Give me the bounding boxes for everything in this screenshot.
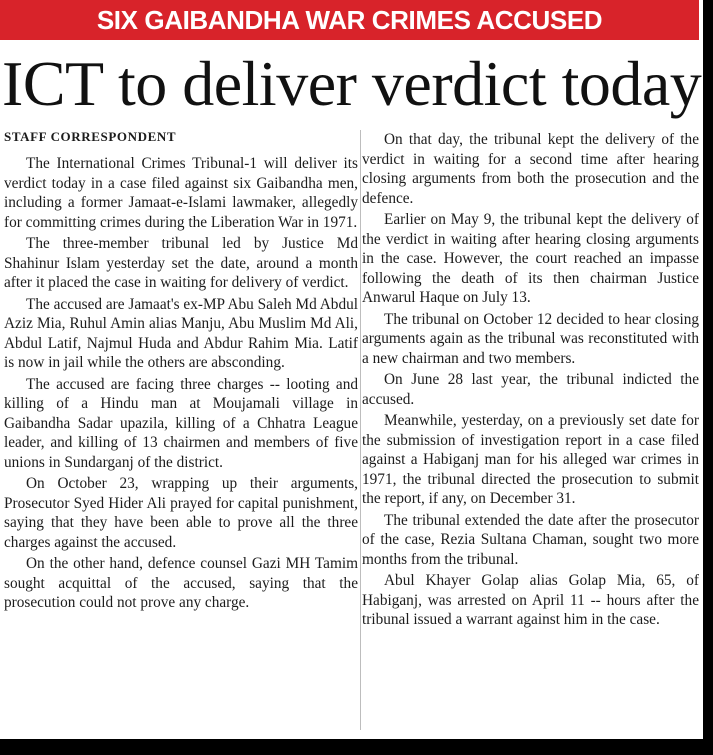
- headline: ICT to deliver verdict today: [2, 48, 702, 119]
- article-column-1: [4, 128, 358, 615]
- column-divider: [360, 130, 361, 730]
- paragraph: The accused are Jamaat's ex-MP Abu Saleh Md Abdul Aziz Mia, Ruhul Amin alias Manju, Abu Muslim Md Ali, Abdul Latif, Najmul Huda and Abdur Rahim Mia. Latif is now in jail while the others are absconding.: [4, 295, 358, 371]
- paragraph: The International Crimes Tribunal-1 will deliver its verdict today in a case filed against six Gaibandha men, including a former Jamaat-e-Islami lawmaker, allegedly for committing crimes during the Liberation War in 1971.: [4, 155, 358, 231]
- byline: STAFF CORRESPONDENT: [4, 129, 177, 144]
- article-column-2: [362, 130, 699, 632]
- paragraph: On the other hand, defence counsel Gazi MH Tamim sought acquittal of the accused, saying that the prosecution could not prove any charge.: [4, 555, 358, 611]
- paragraph: Abul Khayer Golap alias Golap Mia, 65, of Habiganj, was arrested on April 11 -- hours after the tribunal issued a warrant against him in the case.: [362, 572, 699, 628]
- paragraph: Meanwhile, yesterday, on a previously set date for the submission of investigation report in a case filed against a Habiganj man for his alleged war crimes in 1971, the tribunal directed the prosecution to submit the report, if any, on December 31.: [362, 412, 699, 507]
- paragraph: On October 23, wrapping up their arguments, Prosecutor Syed Hider Ali prayed for capital punishment, saying that they have been able to prove all the three charges against the accused.: [4, 475, 358, 551]
- paragraph: On that day, the tribunal kept the delivery of the verdict in waiting for a second time after hearing closing arguments from both the prosecution and the defence.: [362, 131, 699, 207]
- scan-edge-bottom: [0, 739, 713, 755]
- paragraph: The three-member tribunal led by Justice Md Shahinur Islam yesterday set the date, around a month after it placed the case in waiting for delivery of verdict.: [4, 235, 358, 291]
- scan-edge-right: [703, 0, 713, 755]
- kicker-banner: SIX GAIBANDHA WAR CRIMES ACCUSED: [0, 0, 699, 40]
- paragraph: On June 28 last year, the tribunal indicted the accused.: [362, 371, 699, 408]
- paragraph: Earlier on May 9, the tribunal kept the delivery of the verdict in waiting after hearing closing arguments in the case. However, the court reached an impasse following the death of its then chairman Justice Anwarul Haque on July 13.: [362, 211, 699, 306]
- paragraph: The tribunal on October 12 decided to hear closing arguments again as the tribunal was reconstituted with a new chairman and two members.: [362, 310, 699, 367]
- paragraph: The accused are facing three charges -- looting and killing of a Hindu man at Moujamali village in Gaibandha Sadar upazila, killing of a Chhatra League leader, and killing of 13 chairmen and members of five unions in Sundarganj of the district.: [4, 375, 358, 471]
- paragraph: The tribunal extended the date after the prosecutor of the case, Rezia Sultana Chaman, sought two more months from the tribunal.: [362, 511, 699, 568]
